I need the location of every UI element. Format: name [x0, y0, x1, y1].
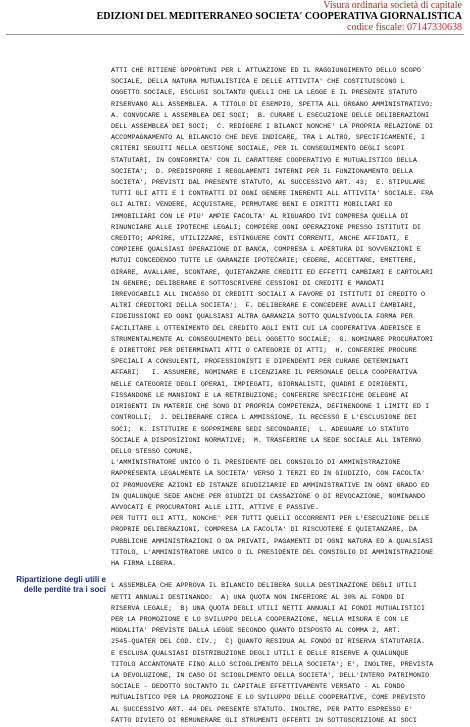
text-line: 2545-QUATER DEL COD. CIV.; C) QUANTO RESIDUA AL FONDO DI RISERVA STATUTARIA.: [111, 638, 426, 647]
text-line: AVVOCATI E PROCURATORI ALLE LITI, ATTIVE E PASSIVE.: [111, 503, 320, 512]
text-line: CONTROLLI; J. DELIBERARE CIRCA L AMMISSIONE, IL RECESSO E L'ESCLUSIONE DEI: [111, 414, 417, 423]
text-line: PER TUTTI GLI ATTI, NONCHE' PER TUTTI QUELLI OCCORRENTI PER L'ESECUZIONE DELLE: [111, 515, 430, 524]
text-line: CREDITO; APRIRE, UTILIZZARE, ESTINGUERE CONTI CORRENTI, ANCHE AFFIDATI, E: [111, 235, 409, 244]
paragraph-gap: [111, 570, 461, 581]
statute-text: [111, 66, 461, 727]
text-line: TITOLO ACCANTONATE FINO ALLO SCIOGLIMENTO DELLA SOCIETA'; E', INOLTRE, PREVISTA: [111, 660, 434, 669]
text-line: DELLO STESSO COMUNE.: [111, 447, 193, 456]
text-line: IRREVOCABILI ALL INCASSO DI CREDITI SOCIALI A FAVORE DI ISTITUTI DI CREDITO O: [111, 291, 426, 300]
text-line: A. CONVOCARE L ASSEMBLEA DEI SOCI; B. CURARE L ESECUZIONE DELLE DELIBERAZIONI: [111, 111, 430, 120]
text-line: PER LA PROMOZIONE E LO SVILUPPO DELLA COOPERAZIONE, NELLA MISURA E CON LE: [111, 615, 409, 624]
text-line: PROPRIE DELIBERAZIONI, COMPRESA LA FACOLTA' DI RISCUOTERE E QUIETANZARE, DA: [111, 526, 417, 535]
text-line: AFFARI; I. ASSUMERE, NOMINARE E LICENZIARE IL PERSONALE DELLA COOPERATIVA: [111, 369, 417, 378]
text-line: RINUNCIARE ALLE IPOTECHE LEGALI; COMPIERE OGNI OPERAZIONE PRESSO ISTITUTI DI: [111, 223, 421, 232]
text-line: SOCIETA', PREVISTI DAL PRESENTE STATUTO, AL SUCCESSIVO ART. 43; E. STIPULARE: [111, 179, 426, 188]
text-line: HA FIRMA LIBERA.: [111, 559, 177, 568]
text-line: COMPIERE QUALSIASI OPERAZIONE DI BANCA, COMPRESA L APERTURA DI SOVVENZIONI E: [111, 246, 421, 255]
header-divider: [6, 34, 464, 35]
text-line: ACCOMPAGNAMENTO AL BILANCIO CHE DEVE INDICARE, TRA L ALTRO, SPECIFICAMENTE, I: [111, 134, 426, 143]
text-line: MUTUALISTICO PER LA PROMOZIONE E LO SVILUPPO DELLE COOPERATIVE, COME PREVISTO: [111, 694, 426, 703]
text-line: SPECIALI A CONSULENTI, PROFESSIONISTI E DIPENDENTI PER CURARE DETERMINATI: [111, 358, 409, 367]
administration-paragraph: [111, 66, 461, 570]
text-line: GIRARE, AVALLARE, SCONTARE, QUIETANZARE CREDITI ED EFFETTI CAMBIARI E CARTOLARI: [111, 268, 434, 277]
fiscal-code: codice fiscale: 07147330638: [347, 22, 462, 33]
text-line: TITOLO, L'AMMINISTRATORE UNICO O IL PRESIDENTE DEL CONSIGLIO DI AMMINISTRAZIONE: [111, 548, 434, 557]
text-line: TUTTI GLI ATTI E I CONTRATTI DI OGNI GENERE INERENTI ALL ATTIVITA' SOCIALE. FRA: [111, 190, 434, 199]
text-line: CRITERI SEGUITI NELLA GESTIONE SOCIALE, PER IL CONSEGUIMENTO DEGLI SCOPI: [111, 145, 405, 154]
text-line: DELL ASSEMBLEA DEI SOCI; C. REDIGERE I BILANCI NONCHE' LA PROPRIA RELAZIONE DI: [111, 123, 434, 132]
text-line: IN GENERE; DELIBERARE E SOTTOSCRIVERE CESSIONI DI CREDITI E MANDATI: [111, 279, 385, 288]
text-line: FIDEIUSSIONI ED OGNI QUALSIASI ALTRA GARANZIA SOTTO QUALSIVOGLIA FORMA PER: [111, 313, 413, 322]
text-line: L ASSEMBLEA CHE APPROVA IL BILANCIO DELIBERA SULLA DESTINAZIONE DEGLI UTILI: [111, 582, 417, 591]
text-line: SOCIALE - DEDOTTO SOLTANTO IL CAPITALE EFFETTIVAMENTE VERSATO - AL FONDO: [111, 683, 405, 692]
text-line: NETTI ANNUALI DESTINANDO: A) UNA QUOTA NON INFERIORE AL 30% AL FONDO DI: [111, 593, 405, 602]
text-line: ALTRI CREDITORI DELLA SOCIETA'; F. DELIBERARE E CONCEDERE AVALLI CAMBIARI,: [111, 302, 417, 311]
text-line: GLI ALTRI: VENDERE, ACQUISTARE, PERMUTARE BENI E DIRITTI MOBILIARI ED: [111, 201, 393, 210]
text-line: SOCIETA'; D. PREDISPORRE I REGOLAMENTI INTERNI PER IL FUNZIONAMENTO DELLA: [111, 167, 413, 176]
document-header: [2, 0, 462, 33]
text-line: FISSANDONE LE MANSIONI E LA RETRIBUZIONE; CONFERIRE SPECIFICHE DELEGHE AI: [111, 391, 409, 400]
text-line: MODALITA' PREVISTE DALLA LEGGE SECONDO QUANTO DISPOSTO AL COMMA 2, ART.: [111, 627, 401, 636]
text-line: RISERVA LEGALE; B) UNA QUOTA DEGLI UTILI NETTI ANNUALI AI FONDI MUTUALISTICI: [111, 604, 426, 613]
text-line: E DIRETTORI PER DETERMINATI ATTI O CATEGORIE DI ATTI; H. CONFERIRE PROCURE: [111, 347, 417, 356]
text-line: SOCI; K. ISTITUIRE E SOPPRIMERE SEDI SECONDARIE; L. ADEGUARE LO STATUTO: [111, 425, 409, 434]
profit-distribution-paragraph: [111, 581, 461, 727]
text-line: PUBBLICHE AMMINISTRAZIONI O DA PRIVATI, PAGAMENTI DI OGNI NATURA ED A QUALSIASI: [111, 537, 434, 546]
text-line: IN QUALUNQUE SEDE ANCHE PER GIUDIZI DI CASSAZIONE O DI REVOCAZIONE, NOMINANDO: [111, 492, 426, 501]
text-line: L'AMMINISTRATORE UNICO O IL PRESIDENTE DEL CONSIGLIO DI AMMINISTRAZIONE: [111, 459, 401, 468]
text-line: FACILITARE L OTTENIMENTO DEL CREDITO AGLI ENTI CUI LA COOPERATIVA ADERISCE E: [111, 324, 421, 333]
text-line: ATTI CHE RITIENE OPPORTUNI PER L ATTUAZIONE ED IL RAGGIUNGIMENTO DELLO SCOPO: [111, 67, 421, 75]
section-heading-line: Ripartizione degli utili e: [16, 575, 106, 584]
text-line: STATUTARI, IN CONFORMITA' CON IL CARATTERE COOPERATIVO E MUTUALISTICO DELLA: [111, 156, 417, 165]
text-line: MUTUI CONCEDENDO TUTTE LE GARANZIE IPOTECARIE; CEDERE, ACCETTARE, EMETTERE,: [111, 257, 417, 266]
text-line: SOCIALE, DELLA NATURA MUTUALISTICA E DELLE ATTIVITA' CHE COSTITUISCONO L: [111, 78, 405, 87]
text-line: E ESCLUSA QUALSIASI DISTRIBUZIONE DEGLI UTILI E DELLE RISERVE A QUALUNQUE: [111, 649, 409, 658]
text-line: FATTO DIVIETO DI REMUNERARE GLI STRUMENTI OFFERTI IN SOTTOSCRIZIONE AI SOCI: [111, 716, 417, 725]
text-line: OGGETTO SOCIALE, ESCLUSI SOLTANTO QUELLI CHE LA LEGGE E IL PRESENTE STATUTO: [111, 89, 417, 98]
section-heading: [4, 575, 106, 595]
text-line: NELLE CATEGORIE DEGLI OPERAI, IMPIEGATI, GIORNALISTI, QUADRI E DIRIGENTI,: [111, 380, 409, 389]
text-line: SOCIALE A DISPOSIZIONI NORMATIVE; M. TRASFERIRE LA SEDE SOCIALE ALL INTERNO: [111, 436, 421, 445]
document-type-line: Visura ordinaria società di capitale: [323, 0, 462, 11]
text-line: RAPPRESENTA LEGALMENTE LA SOCIETA' VERSO I TERZI ED IN GIUDIZIO, CON FACOLTA': [111, 470, 426, 479]
text-line: IMMOBILIARI CON LE PIU' AMPIE FACOLTA' AL RIGUARDO IVI COMPRESA QUELLA DI: [111, 212, 409, 221]
text-line: LA DEVOLUZIONE, IN CASO DI SCIOGLIMENTO DELLA SOCIETA', DELL'INTERO PATRIMONIO: [111, 671, 430, 680]
text-line: STRUMENTALMENTE AL CONSEGUIMENTO DELL OGGETTO SOCIALE; G. NOMINARE PROCURATORI: [111, 335, 434, 344]
section-heading-line: delle perdite tra i soci: [23, 585, 106, 594]
text-line: RISERVANO ALL ASSEMBLEA. A TITOLO DI ESEMPIO, SPETTA ALL ORGANO AMMINISTRATIVO:: [111, 100, 434, 109]
text-line: DIRIGENTI IN MATERIE CHE SONO DI PROPRIA COMPETENZA, DEFINENDONE I LIMITI ED I: [111, 403, 430, 412]
text-line: AL SUCCESSIVO ART. 44 DEL PRESENTE STATUTO. INOLTRE, PER PATTO ESPRESSO E': [111, 705, 413, 714]
text-line: DI PROMUOVERE AZIONI ED ISTANZE GIUDIZIARIE ED AMMINISTRATIVE IN OGNI GRADO ED: [111, 481, 430, 490]
company-name: EDIZIONI DEL MEDITERRANEO SOCIETA' COOPERATIVA GIORNALISTICA: [96, 11, 462, 22]
